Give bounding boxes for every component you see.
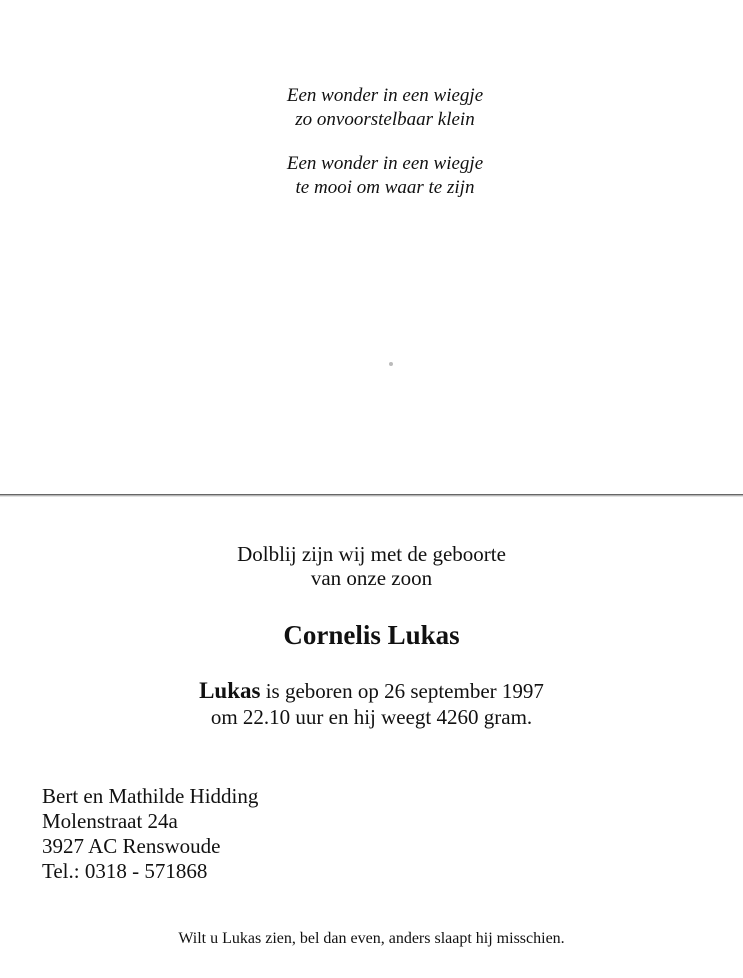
announcement-line: van onze zoon <box>310 566 433 590</box>
announcement <box>0 542 743 590</box>
nickname: Lukas <box>199 678 261 703</box>
parents-name: Bert en Mathilde Hidding <box>42 784 259 808</box>
poem-line: zo onvoorstelbaar klein <box>295 109 475 130</box>
poem-line: Een wonder in een wiegje <box>286 153 484 174</box>
street-address: Molenstraat 24a <box>42 809 178 833</box>
address-block <box>42 784 258 884</box>
child-name: Cornelis Lukas <box>283 620 460 650</box>
poem-line: te mooi om waar te zijn <box>295 177 475 198</box>
birth-details <box>0 678 743 730</box>
time-weight-line: om 22.10 uur en hij weegt 4260 gram. <box>210 705 533 729</box>
birth-date-text: is geboren op 26 september 1997 <box>260 679 544 703</box>
phone-number: Tel.: 0318 - 571868 <box>42 859 208 883</box>
fold-line <box>0 494 743 495</box>
speck-mark <box>389 362 393 366</box>
postal-city: 3927 AC Renswoude <box>42 834 221 858</box>
birth-date-line <box>0 678 743 704</box>
poem-line: Een wonder in een wiegje <box>286 85 484 106</box>
announcement-line: Dolblij zijn wij met de geboorte <box>237 542 506 566</box>
poem-stanza <box>0 152 743 200</box>
poem-stanza <box>0 84 743 132</box>
poem <box>0 84 743 220</box>
footer-note: Wilt u Lukas zien, bel dan even, anders slaapt hij misschien. <box>178 930 565 947</box>
